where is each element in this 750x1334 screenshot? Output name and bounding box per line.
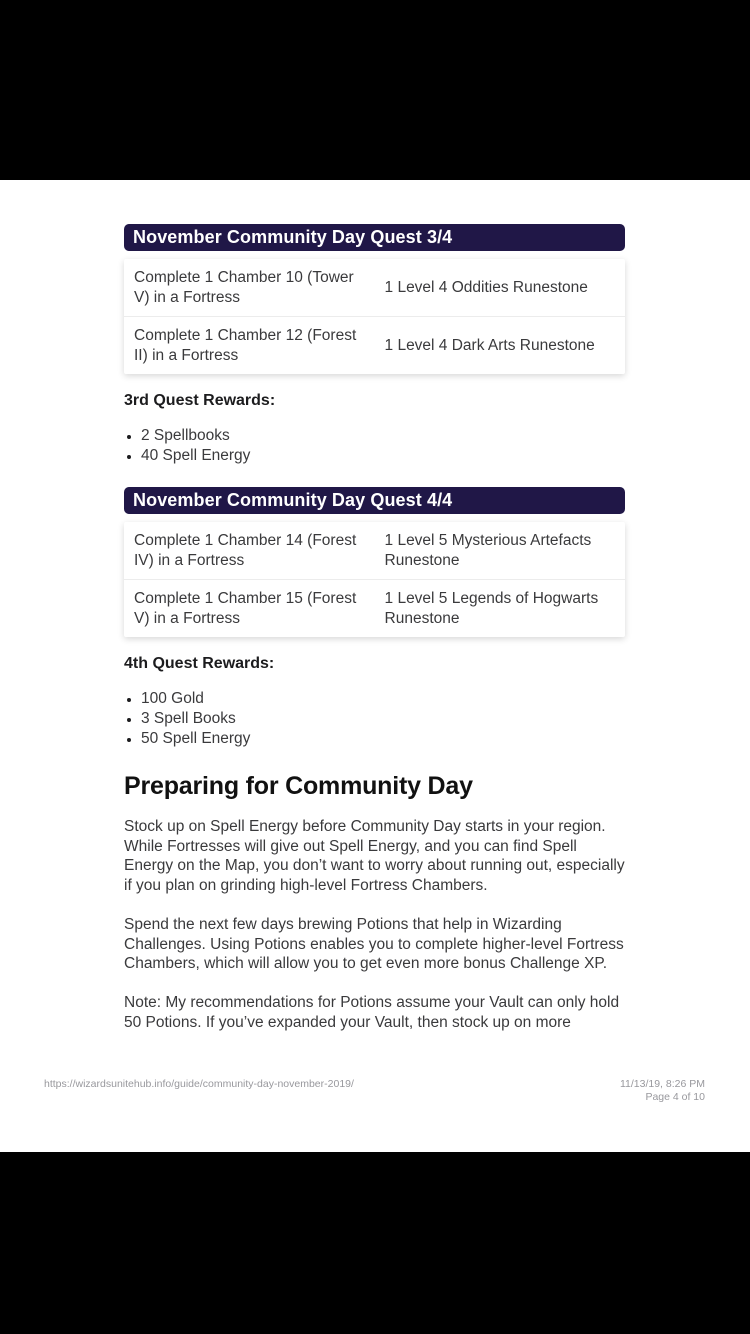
quest-table-3of4 [124, 259, 625, 374]
table-row [124, 317, 625, 374]
footer-page-info [620, 1078, 705, 1104]
list-item: • 40 Spell Energy [141, 446, 625, 466]
body-paragraph: Stock up on Spell Energy before Community Day starts in your region. While Fortresses will give out Spell Energy, and you can find Spell Energy on the Map, you don’t want to worry about running out, especially if you plan on grinding high-level Fortress Chambers. [124, 818, 625, 895]
body-paragraph: Note: My recommendations for Potions assume your Vault can only hold 50 Potions. If you’ve expanded your Vault, then stock up on more [124, 993, 620, 1031]
list-item: • 3 Spell Books [141, 709, 625, 729]
quest-task-cell: Complete 1 Chamber 14 (Forest IV) in a Fortress [134, 532, 357, 569]
quest-reward-cell: 1 Level 5 Legends of Hogwarts Runestone [384, 590, 599, 627]
footer-datetime: 11/13/19, 8:26 PM [619, 1078, 705, 1090]
print-footer [44, 1078, 705, 1104]
document-page [0, 180, 750, 1152]
table-row [124, 259, 625, 317]
quest-banner-3of4: November Community Day Quest 3/4 [124, 224, 625, 251]
quest-task-cell: Complete 1 Chamber 15 (Forest V) in a Fortress [134, 590, 357, 627]
body-paragraph: Spend the next few days brewing Potions that help in Wizarding Challenges. Using Potions enables you to complete higher-level Fortress Chambers, which will allow you to get even more bonus Challenge XP. [124, 915, 624, 973]
rewards-heading-3rd: 3rd Quest Rewards: [124, 392, 276, 409]
rewards-heading-4th: 4th Quest Rewards: [124, 655, 275, 672]
quest-reward-cell: 1 Level 4 Dark Arts Runestone [384, 336, 595, 354]
table-row [124, 580, 625, 637]
footer-page-number: Page 4 of 10 [645, 1091, 705, 1103]
table-row [124, 522, 625, 580]
list-item: • 50 Spell Energy [141, 729, 625, 749]
quest-reward-cell: 1 Level 4 Oddities Runestone [384, 278, 588, 296]
letterbox-bottom-bar [0, 1152, 750, 1334]
rewards-list-3rd [124, 426, 625, 466]
quest-task-cell: Complete 1 Chamber 12 (Forest II) in a Fortress [134, 327, 357, 364]
list-item: • 100 Gold [141, 689, 625, 709]
footer-url: https://wizardsunitehub.info/guide/community-day-november-2019/ [44, 1078, 354, 1090]
list-item: • 2 Spellbooks [141, 426, 625, 446]
letterbox-top-bar [0, 0, 750, 180]
quest-table-4of4 [124, 522, 625, 637]
quest-banner-4of4: November Community Day Quest 4/4 [124, 487, 625, 514]
quest-task-cell: Complete 1 Chamber 10 (Tower V) in a Fortress [134, 269, 354, 306]
section-heading-preparing: Preparing for Community Day [124, 772, 473, 800]
rewards-list-4th [124, 689, 625, 749]
quest-reward-cell: 1 Level 5 Mysterious Artefacts Runestone [384, 532, 592, 569]
